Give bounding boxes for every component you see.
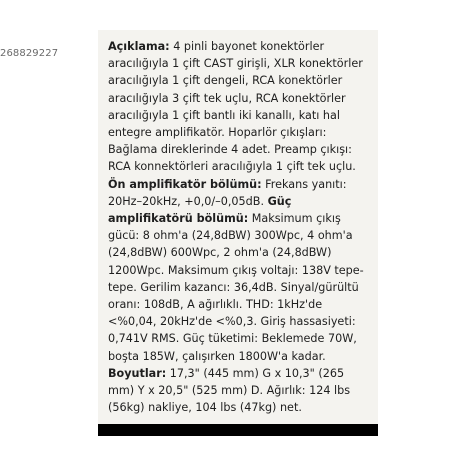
boyutlar-text: 17,3" (445 mm) G x 10,3" (265 mm) Y x 20,5" (525 mm) D. Ağırlık: 124 lbs (56kg) nakliye, 104 lbs (47kg) net. (108, 366, 351, 415)
guc-amp-text: Maksimum çıkış gücü: 8 ohm'a (24,8dBW) 300Wpc, 4 ohm'a (24,8dBW) 600Wpc, 2 ohm'a (24,8dBW) 1200Wpc. Maksimum çıkış voltajı: 138V tepe-tepe. Gerilim kazancı: 36,4dB. Sinyal/gürültü oranı: 108dB, A ağırlıklı. THD: 1kHz'de <%0,04, 20kHz'de <%0,3. Giriş hassasiyeti: 0,741V RMS. Güç tüketimi: Beklemede 70W, boşta 185W, çalışırken 1800W'a kadar. (108, 212, 364, 363)
spec-text-block (108, 38, 370, 416)
side-id-number: 268829227 (0, 48, 59, 59)
boyutlar-label: Boyutlar: (108, 366, 167, 380)
bottom-black-bar (98, 424, 378, 436)
on-amp-label: Ön amplifikatör bölümü: (108, 177, 262, 191)
guc-amp-label: Güç amplifikatörü bölümü: (108, 194, 292, 226)
aciklama-text: 4 pinli bayonet konektörler aracılığıyla 1 çift CAST girişli, XLR konektörler aracılığıyla 1 çift dengeli, RCA konektörler aracılığıyla 3 çift tek uçlu, RCA konektörler aracılığıyla 1 çift bantlı iki kanallı, katı hal entegre amplifikatör. Hoparlör çıkışları: Bağlama direklerinde 4 adet. Preamp çıkışı: RCA konnektörleri aracılığıyla 1 çift tek uçlu. (108, 40, 363, 174)
on-amp-text: Frekans yanıtı: 20Hz–20kHz, +0,0/–0,05dB. (108, 177, 347, 208)
aciklama-label: Açıklama: (108, 40, 170, 53)
